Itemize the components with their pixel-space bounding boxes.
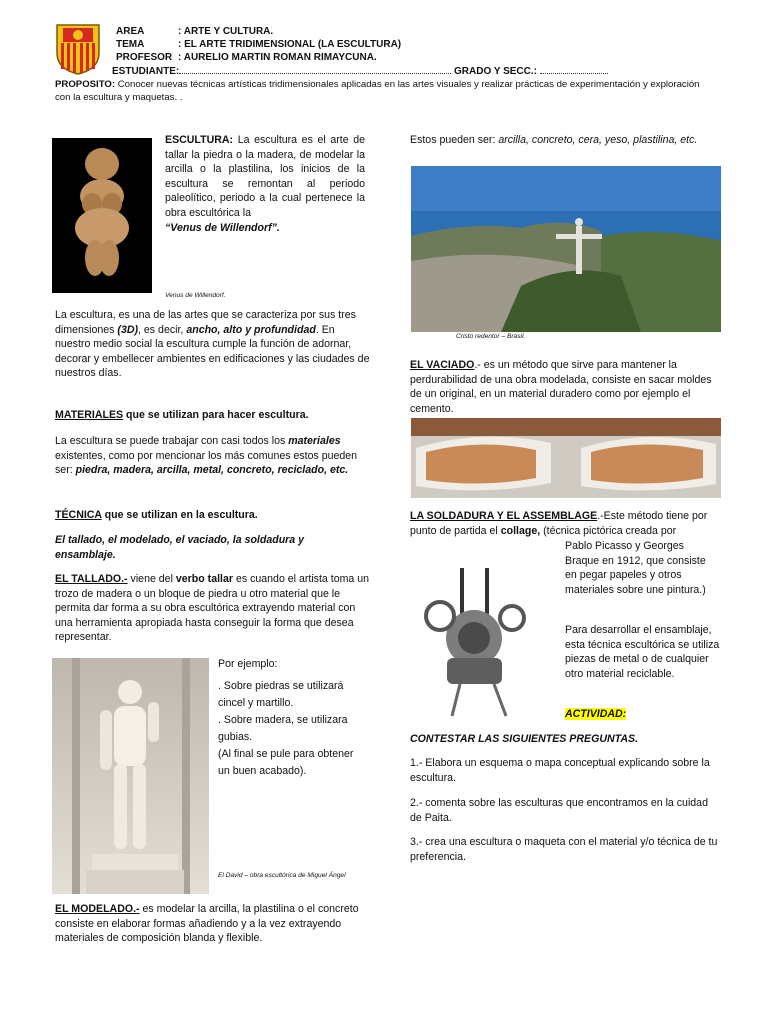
vaciado-paragraph [410, 358, 720, 416]
david-caption [218, 867, 358, 884]
vaciado-text: .- es un método que sirve para mantener la perdurabilidad de una obra modelada, consiste en sacar moldes de un original, en un material duradero como por ejemplo el cemento. [410, 359, 712, 415]
question-2 [410, 796, 720, 825]
materiales-word: materiales [288, 435, 341, 447]
modelado-paragraph [55, 902, 370, 946]
venus-figure-icon [52, 138, 152, 293]
materiales-paragraph [55, 434, 370, 478]
venus-name: “Venus de Willendorf”. [165, 221, 280, 234]
area-label: AREA [116, 26, 145, 37]
ejemplo-block [218, 656, 368, 780]
tallado-paragraph [55, 572, 370, 645]
materials-intro: Estos pueden ser: [410, 134, 499, 146]
venus-image [52, 138, 152, 293]
estudiante-field[interactable] [179, 64, 451, 74]
vaciado-title: EL VACIADO [410, 359, 475, 371]
materiales-text-2: existentes, como por mencionar los más comunes estos pueden ser: [55, 449, 358, 477]
assemblage-image [402, 558, 552, 720]
escultura-title: ESCULTURA: [165, 134, 234, 146]
tallado-verb: verbo tallar [175, 573, 233, 585]
question-3-text: 3.- crea una escultura o maqueta con el material y/o técnica de tu preferencia. [410, 836, 718, 863]
cristo-image [411, 166, 721, 332]
soldadura-continued [565, 539, 720, 597]
soldadura-paragraph [410, 509, 720, 538]
question-1-text: 1.- Elabora un esquema o mapa conceptual explicando sobre la escultura. [410, 757, 710, 784]
tema-label: TEMA [116, 39, 145, 50]
david-caption-text: El David – obra escultórica de Miguel Ángel [218, 872, 346, 879]
venus-caption: Venus de Willendorf. [165, 292, 226, 299]
materiales-heading-word: MATERIALES [55, 409, 124, 421]
profesor-value: : AURELIO MARTIN ROMAN RIMAYCUNA. [178, 52, 377, 63]
question-3 [410, 835, 720, 864]
grado-label: GRADO Y SECC.: [454, 66, 537, 77]
intro-3d: (3D) [117, 323, 139, 336]
materiales-text-1: La escultura se puede trabajar con casi todos los [55, 435, 289, 447]
intro-paragraph [55, 308, 370, 381]
modelado-title: EL MODELADO.- [55, 903, 140, 915]
rio-panorama-icon [411, 166, 721, 332]
escultura-paragraph [165, 133, 365, 235]
intro-text-1: La escultura, es una de las artes que se caracteriza por sus tres dimensiones [55, 309, 356, 336]
proposito-text: Conocer nuevas técnicas artísticas tridimensionales aplicadas en las artes visuales y realizar prácticas de experimentación y exploración con la escultura y maquetas. . [55, 79, 700, 103]
ejemplo-title: Por ejemplo: [218, 658, 278, 670]
materials-sentence [410, 133, 720, 148]
materiales-heading [55, 408, 309, 423]
soldadura-text-2: (técnica pictórica creada por [540, 524, 677, 537]
soldadura-title: LA SOLDADURA Y EL ASSEMBLAGE [410, 510, 598, 522]
question-1 [410, 756, 720, 785]
soldadura-text-3: Pablo Picasso y Georges Braque en 1912, que consiste en pegar papeles y otros materiales sobre une pintura.) [565, 540, 706, 596]
tallado-text-1: viene del [127, 573, 176, 585]
ensamblaje-text: Para desarrollar el ensamblaje, esta técnica escultórica se utiliza piezas de metal o de cualquier otro material reciclable. [565, 624, 720, 680]
mold-icon [411, 418, 721, 498]
proposito-label: PROPOSITO: [55, 79, 116, 90]
tecnica-heading-rest: que se utilizan en la escultura. [101, 509, 258, 521]
david-statue-icon [52, 658, 209, 894]
materiales-heading-rest: que se utilizan para hacer escultura. [123, 409, 309, 421]
actividad-label: ACTIVIDAD: [565, 708, 627, 720]
escultura-text: La escultura es el arte de tallar la piedra o la madera, de modelar la arcilla o la plastilina, los inicios de la escultura se remontan al periodo paleolítico, periodo a la cual pertenece la obra escultórica la [165, 134, 365, 219]
tecnica-heading [55, 508, 258, 523]
ejemplo-item-1: . Sobre piedras se utilizará cincel y martillo. [218, 680, 344, 709]
materiales-list: piedra, madera, arcilla, metal, concreto, reciclado, etc. [75, 464, 349, 477]
metal-sculpture-icon [402, 558, 552, 720]
modelado-text: es modelar la arcilla, la plastilina o el concreto consiste en elaborar formas añadiendo y a la vez extrayendo materiales de composición blanda y flexible. [55, 903, 359, 945]
vaciado-image [411, 418, 721, 498]
tecnica-list-text: El tallado, el modelado, el vaciado, la soldadura y ensamblaje. [55, 534, 305, 561]
tallado-title: EL TALLADO.- [55, 573, 128, 585]
intro-text-3: . En nuestro medio social la escultura cumple la función de adornar, decorar y embellecer ambientes en edificaciones y las ciudades de nuestros días. [55, 323, 370, 380]
tema-value: : EL ARTE TRIDIMENSIONAL (LA ESCULTURA) [178, 39, 402, 50]
materials-list: arcilla, concreto, cera, yeso, plastilina, etc. [498, 134, 698, 146]
tecnica-heading-word: TÉCNICA [55, 509, 102, 521]
grado-field[interactable] [540, 64, 608, 74]
school-crest [55, 23, 101, 75]
ejemplo-item-2: . Sobre madera, se utilizara gubias. [218, 714, 348, 743]
intro-text-2: , es decir, [138, 323, 187, 336]
cristo-caption: Cristo redentor – Brasil. [456, 333, 526, 340]
estudiante-label: ESTUDIANTE: [112, 66, 180, 77]
question-2-text: 2.- comenta sobre las esculturas que encontramos en la cuidad de Paita. [410, 797, 708, 824]
crest-shield-icon [55, 23, 101, 75]
tallado-text-2: es cuando el artista toma un trozo de madera o un bloque de piedra u otro material que le permita dar forma a su obra escultórica extrayendo material con una herramienta apropiada hasta conseguir la forma que desea representar. [55, 573, 370, 644]
ensamblaje-paragraph [565, 623, 720, 681]
profesor-label: PROFESOR [116, 52, 173, 63]
proposito [55, 79, 715, 104]
intro-dimensions: ancho, alto y profundidad [186, 323, 316, 336]
soldadura-text-1: .-Este método tiene por punto de partida el [410, 510, 708, 537]
contestar-heading: CONTESTAR LAS SIGUIENTES PREGUNTAS. [410, 733, 638, 745]
ejemplo-item-3: (Al final se pule para obtener un buen acabado). [218, 748, 354, 777]
david-image [52, 658, 209, 894]
collage-word: collage, [500, 524, 541, 537]
area-value: : ARTE Y CULTURA. [178, 26, 274, 37]
tecnica-list [55, 533, 355, 562]
